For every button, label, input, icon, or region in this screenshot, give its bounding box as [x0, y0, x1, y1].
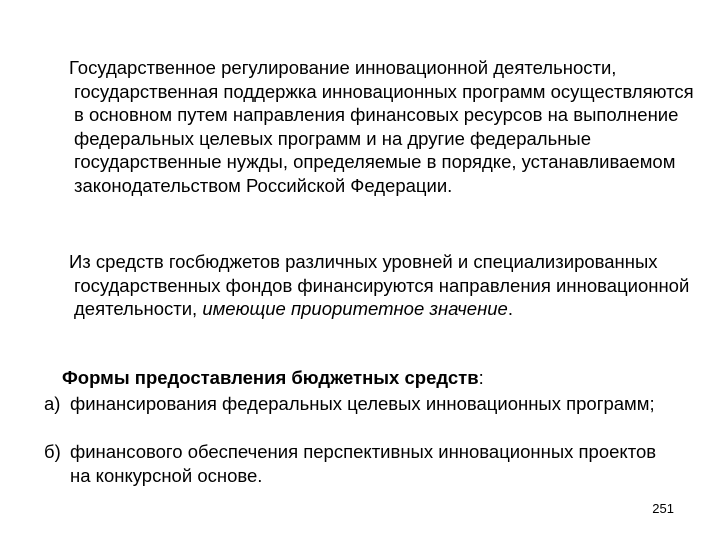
paragraph-funding — [62, 250, 694, 321]
list-item — [44, 392, 664, 416]
paragraph-regulation-text: Государственное регулирование инновационной деятельности, государственная поддержка инновационных программ осуществляются в основном путем направления финансовых ресурсов на выполнение федеральных целевых программ и на другие федеральные государственные нужды, определяемые в порядке, устанавливаемом законодательством Российской Федерации. — [69, 57, 694, 196]
forms-heading-text: Формы предоставления бюджетных средств — [62, 367, 479, 388]
forms-heading — [62, 366, 484, 390]
paragraph-funding-end: . — [507, 298, 513, 319]
forms-heading-colon: : — [478, 367, 484, 388]
page-number: 251 — [652, 501, 674, 516]
list-item-text: финансового обеспечения перспективных инновационных проектов на конкурсной основе. — [70, 441, 657, 486]
list-marker: б) — [44, 441, 61, 462]
list-item-text: финансирования федеральных целевых инновационных программ; — [70, 393, 655, 414]
paragraph-funding-text: Из средств госбюджетов различных уровней и специализированных государственных фондов финансируются направления инновационной деятельности, — [69, 251, 690, 319]
paragraph-regulation — [62, 56, 694, 197]
list-marker: а) — [44, 393, 61, 414]
paragraph-funding-italic: имеющие приоритетное значение — [202, 298, 508, 319]
list-item — [44, 440, 664, 487]
